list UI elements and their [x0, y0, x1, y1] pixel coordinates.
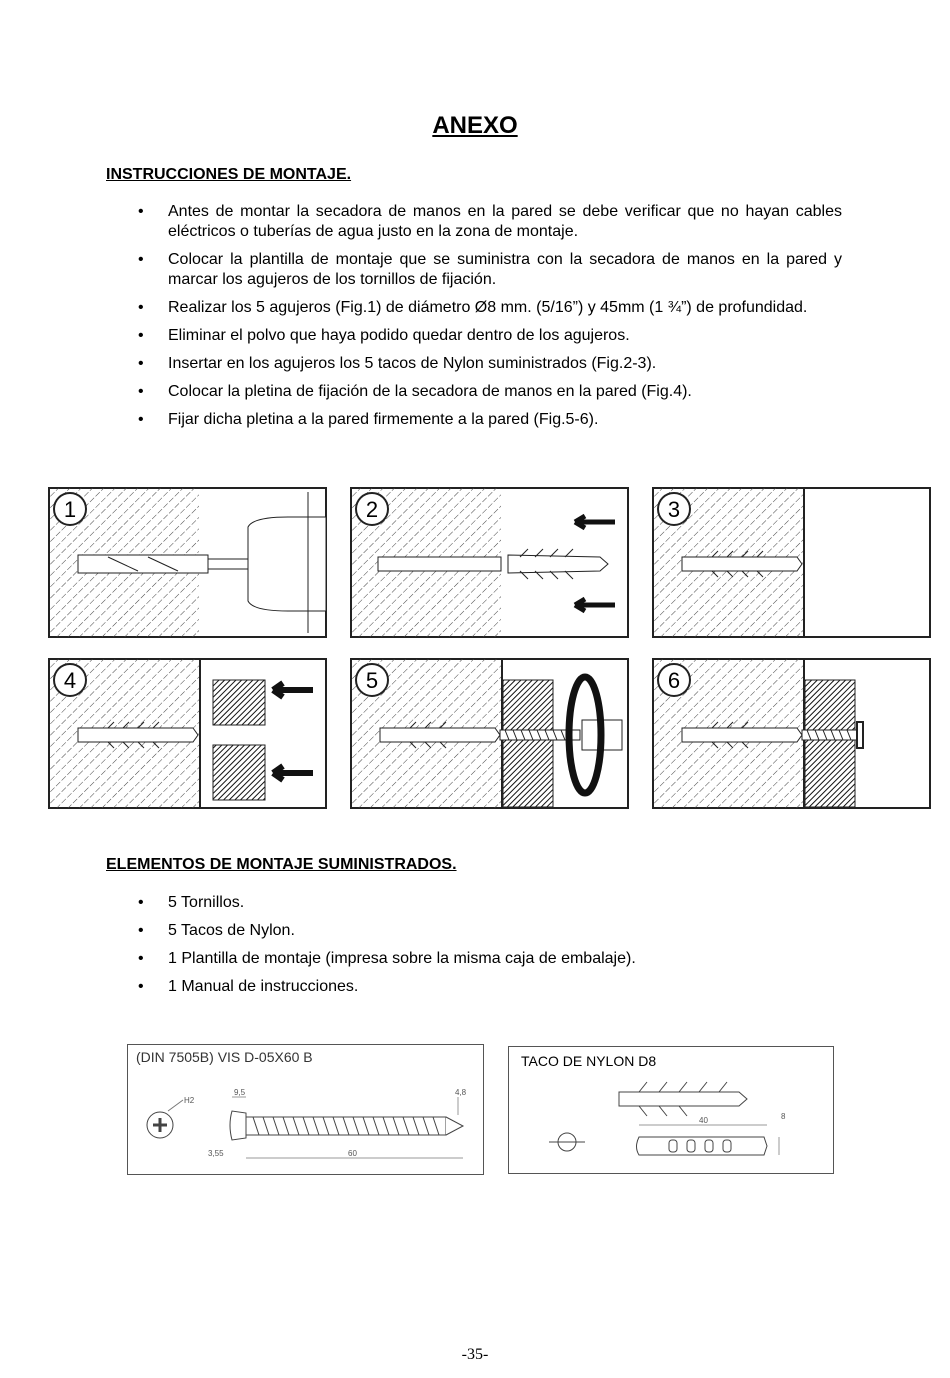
list-item: • 1 Manual de instrucciones. — [106, 977, 842, 997]
figure-6 — [652, 658, 931, 809]
figure-3 — [652, 487, 931, 638]
figure-number: 4 — [63, 668, 77, 693]
page-title: ANEXO — [432, 112, 518, 139]
figure-4 — [48, 658, 327, 809]
page-number: -35- — [461, 1346, 489, 1363]
list-item: • Realizar los 5 agujeros (Fig.1) de diámetro Ø8 mm. (5/16”) y 45mm (1 ¾”) de profundidad. — [106, 298, 842, 318]
screw-dim-label: 4,8 — [455, 1088, 467, 1097]
figure-5 — [350, 658, 629, 809]
list-item: • Eliminar el polvo que haya podido quedar dentro de los agujeros. — [106, 326, 842, 346]
list-item: • Colocar la plantilla de montaje que se suministra con la secadora de manos en la pared y marcar los agujeros de los tornillos de fijación. — [106, 250, 842, 290]
screw-dim-label: 3,55 — [208, 1149, 224, 1158]
screw-dim-label: 9,5 — [234, 1088, 246, 1097]
elements-heading: ELEMENTOS DE MONTAJE SUMINISTRADOS. — [106, 856, 457, 873]
list-item: • Fijar dicha pletina a la pared firmemente a la pared (Fig.5-6). — [106, 410, 842, 430]
list-item: • Insertar en los agujeros los 5 tacos de Nylon suministrados (Fig.2-3). — [106, 354, 842, 374]
elements-list — [106, 893, 842, 1005]
figure-number: 1 — [63, 497, 77, 522]
screw-dim-label: H2 — [184, 1096, 195, 1105]
plug-dim-label: 8 — [781, 1112, 786, 1121]
plug-spec-drawing — [508, 1046, 834, 1174]
figure-2 — [350, 487, 629, 638]
figure-number: 2 — [365, 497, 379, 522]
instructions-heading: INSTRUCCIONES DE MONTAJE. — [106, 166, 352, 183]
plug-spec-label: TACO DE NYLON D8 — [521, 1053, 657, 1069]
list-item: • 5 Tacos de Nylon. — [106, 921, 842, 941]
figure-number: 6 — [667, 668, 681, 693]
screw-spec-label: (DIN 7505B) VIS D-05X60 B — [136, 1049, 313, 1065]
list-item: • Antes de montar la secadora de manos en la pared se debe verificar que no hayan cables eléctricos o tuberías de agua justo en la zona de montaje. — [106, 202, 842, 242]
figure-number: 3 — [667, 497, 681, 522]
list-item: • 5 Tornillos. — [106, 893, 842, 913]
instructions-list — [106, 202, 842, 438]
screw-dim-label: 60 — [348, 1149, 357, 1158]
plug-dim-label: 40 — [699, 1116, 708, 1125]
figure-1 — [48, 487, 327, 638]
figure-number: 5 — [365, 668, 379, 693]
list-item: • Colocar la pletina de fijación de la secadora de manos en la pared (Fig.4). — [106, 382, 842, 402]
screw-spec-drawing — [127, 1044, 484, 1175]
list-item: • 1 Plantilla de montaje (impresa sobre la misma caja de embalaje). — [106, 949, 842, 969]
mounting-figures — [48, 487, 932, 809]
